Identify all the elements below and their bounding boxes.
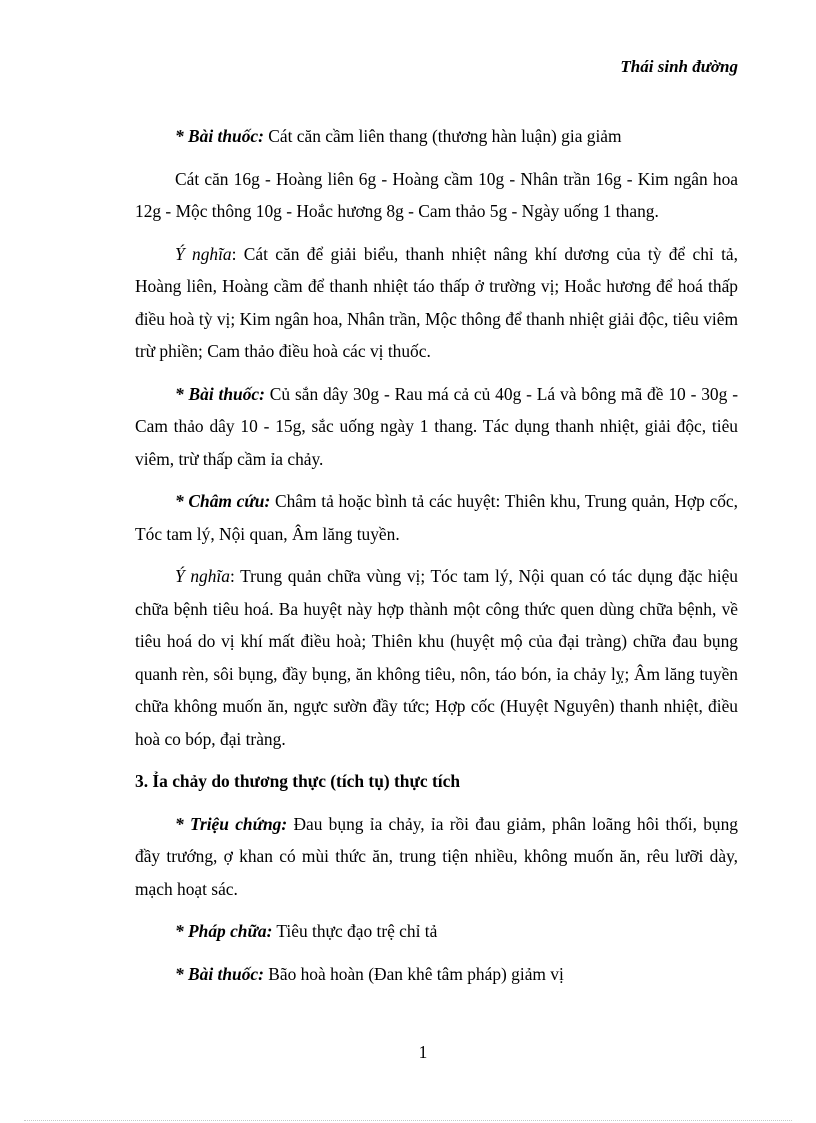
- paragraph-text: Cát căn 16g - Hoàng liên 6g - Hoàng cầm 10g - Nhân trần 16g - Kim ngân hoa 12g - Mộc thông 10g - Hoắc hương 8g - Cam thảo 5g - Ngày uống 1 thang.: [135, 168, 738, 221]
- section-label: * Pháp chữa:: [175, 921, 273, 941]
- section-label: * Bài thuốc:: [175, 963, 264, 984]
- document-body: [135, 120, 738, 1000]
- paragraph-text: Củ sắn dây 30g - Rau má cả củ 40g - Lá và bông mã đề 10 - 30g - Cam thảo dây 10 - 15g, sắc uống ngày 1 thang. Tác dụng thanh nhiệt, giải độc, tiêu viêm, trừ thấp cầm ỉa chảy.: [135, 383, 738, 469]
- paragraph-text: Đau bụng ỉa chảy, ỉa rồi đau giảm, phân loãng hôi thối, bụng đầy trướng, ợ khan có mùi thức ăn, trung tiện nhiều, không muốn ăn, rêu lưỡi dày, mạch hoạt sác.: [135, 813, 738, 899]
- page-edge-divider: [24, 1120, 792, 1121]
- section-label: * Bài thuốc:: [175, 383, 265, 404]
- paragraph: [135, 485, 738, 550]
- meaning-label: Ý nghĩa: [175, 566, 230, 586]
- section-label: * Châm cứu:: [175, 491, 271, 511]
- section-label: * Bài thuốc:: [175, 126, 264, 146]
- meaning-label: Ý nghĩa: [175, 243, 232, 264]
- section-heading: 3. Ỉa chảy do thương thực (tích tụ) thực tích: [135, 771, 460, 791]
- running-header: Thái sinh đường: [620, 57, 738, 76]
- paragraph: [135, 120, 738, 153]
- section-label: * Triệu chứng:: [175, 813, 288, 834]
- paragraph: [135, 808, 738, 906]
- paragraph-text: Châm tả hoặc bình tả các huyệt: Thiên khu, Trung quản, Hợp cốc, Tóc tam lý, Nội quan, Âm lăng tuyền.: [135, 491, 738, 544]
- paragraph-text: Tiêu thực đạo trệ chỉ tả: [272, 921, 438, 941]
- paragraph: [135, 915, 738, 948]
- paragraph: [135, 560, 738, 755]
- paragraph: [135, 163, 738, 228]
- paragraph-text: Cát căn cầm liên thang (thương hàn luận) gia giảm: [263, 126, 622, 146]
- paragraph: [135, 958, 738, 991]
- page-number: 1: [418, 1042, 428, 1062]
- paragraph-text: Bão hoà hoàn (Đan khê tâm pháp) giảm vị: [263, 963, 564, 984]
- paragraph: [135, 378, 738, 476]
- paragraph: [135, 238, 738, 368]
- paragraph-text: : Cát căn để giải biểu, thanh nhiệt nâng khí dương của tỳ để chỉ tả, Hoàng liên, Hoàng cầm để thanh nhiệt táo thấp ở trường vị; Hoắc hương để hoá thấp điều hoà tỳ vị; Kim ngân hoa, Nhân trần, Mộc thông để thanh nhiệt giải độc, tiêu viêm trừ phiền; Cam thảo điều hoà các vị thuốc.: [135, 243, 738, 361]
- paragraph-text: : Trung quản chữa vùng vị; Tóc tam lý, Nội quan có tác dụng đặc hiệu chữa bệnh tiêu hoá. Ba huyệt này hợp thành một công thức quen dùng chữa bệnh, về tiêu hoá do vị khí mất điều hoà; Thiên khu (huyệt mộ của đại tràng) chữa đau bụng quanh rèn, sôi bụng, đầy bụng, ăn không tiêu, nôn, táo bón, ỉa chảy lỵ; Âm lăng tuyền chữa không muốn ăn, ngực sườn đầy tức; Hợp cốc (Huyệt Nguyên) thanh nhiệt, điều hoà co bóp, đại tràng.: [135, 566, 738, 749]
